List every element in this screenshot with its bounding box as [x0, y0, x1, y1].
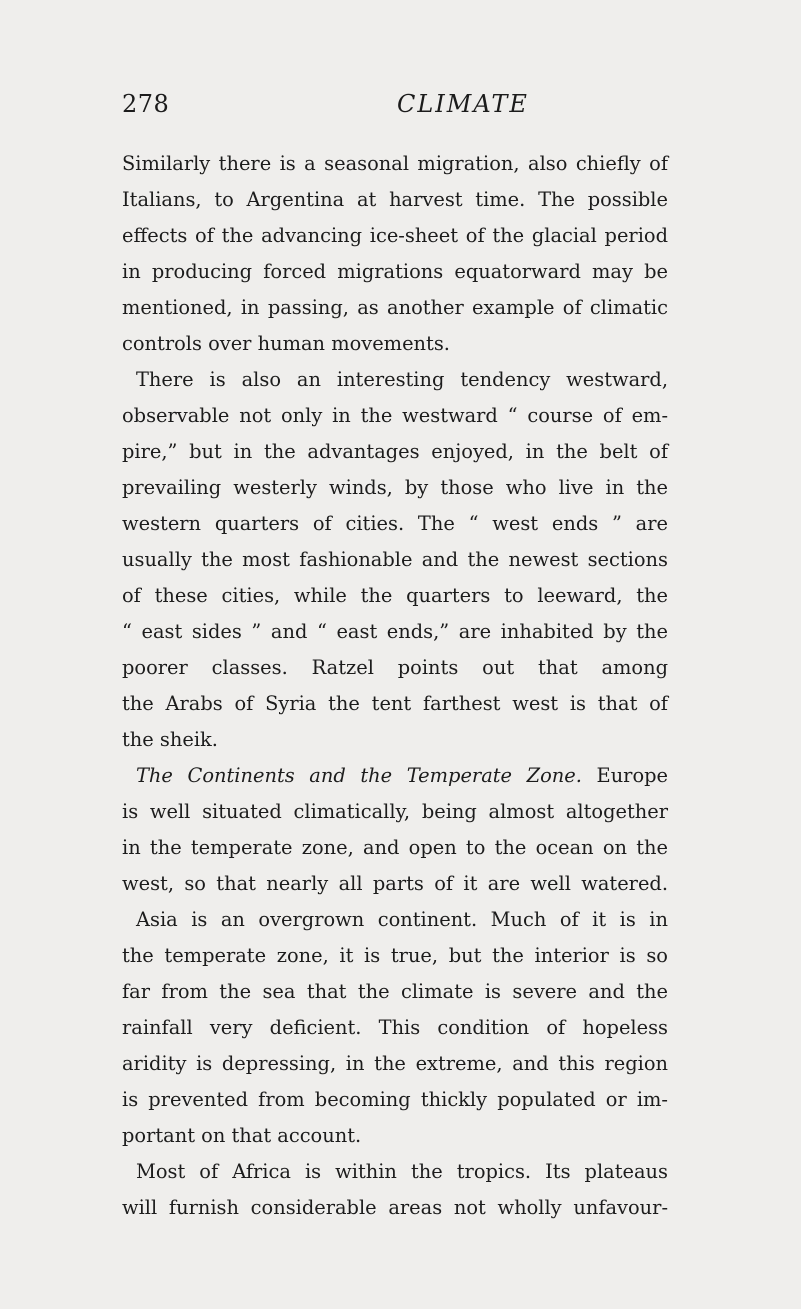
text-line: the temperate zone, it is true, but the interior is so — [122, 944, 668, 967]
text-line: poorer classes. Ratzel points out that among — [122, 656, 668, 679]
text-line: Italians, to Argentina at harvest time. The possible — [122, 188, 668, 211]
text-line: observable not only in the westward “ course of em- — [122, 404, 668, 427]
text-line: portant on that account. — [122, 1124, 362, 1147]
page-header — [122, 90, 668, 124]
text-line: prevailing westerly winds, by those who live in the — [122, 476, 668, 499]
text-line: controls over human movements. — [122, 332, 450, 355]
text-line-with-heading — [122, 758, 668, 794]
text-run: Europe — [581, 764, 669, 787]
body-text — [122, 146, 668, 1226]
text-line: is well situated climatically, being almost altogether — [122, 800, 668, 823]
text-line: pire,” but in the advantages enjoyed, in the belt of — [122, 440, 668, 463]
text-line: aridity is depressing, in the extreme, and this region — [122, 1052, 668, 1075]
text-line: west, so that nearly all parts of it are well watered. — [122, 872, 668, 895]
text-line: rainfall very deficient. This condition of hopeless — [122, 1016, 668, 1039]
text-line: Similarly there is a seasonal migration, also chiefly of — [122, 152, 668, 175]
text-line: of these cities, while the quarters to leeward, the — [122, 584, 668, 607]
page-number: 278 — [122, 90, 170, 118]
text-line: is prevented from becoming thickly populated or im- — [122, 1088, 668, 1111]
text-line: There is also an interesting tendency westward, — [136, 368, 668, 391]
text-line: effects of the advancing ice-sheet of the glacial period — [122, 224, 668, 247]
text-line: mentioned, in passing, as another example of climatic — [122, 296, 668, 319]
text-line: in the temperate zone, and open to the ocean on the — [122, 836, 668, 859]
text-line: Most of Africa is within the tropics. Its plateaus — [136, 1160, 668, 1183]
text-line: will furnish considerable areas not wholly unfavour- — [122, 1196, 668, 1219]
text-line: usually the most fashionable and the newest sections — [122, 548, 668, 571]
running-head: CLIMATE — [397, 90, 529, 118]
text-line: the sheik. — [122, 728, 218, 751]
text-line: the Arabs of Syria the tent farthest west is that of — [122, 692, 668, 715]
section-heading: The Continents and the Temperate Zone. — [136, 764, 582, 787]
text-line: Asia is an overgrown continent. Much of it is in — [136, 908, 668, 931]
text-line: “ east sides ” and “ east ends,” are inhabited by the — [122, 620, 668, 643]
text-line: in producing forced migrations equatorward may be — [122, 260, 668, 283]
text-line: far from the sea that the climate is severe and the — [122, 980, 668, 1003]
text-line: western quarters of cities. The “ west ends ” are — [122, 512, 668, 535]
